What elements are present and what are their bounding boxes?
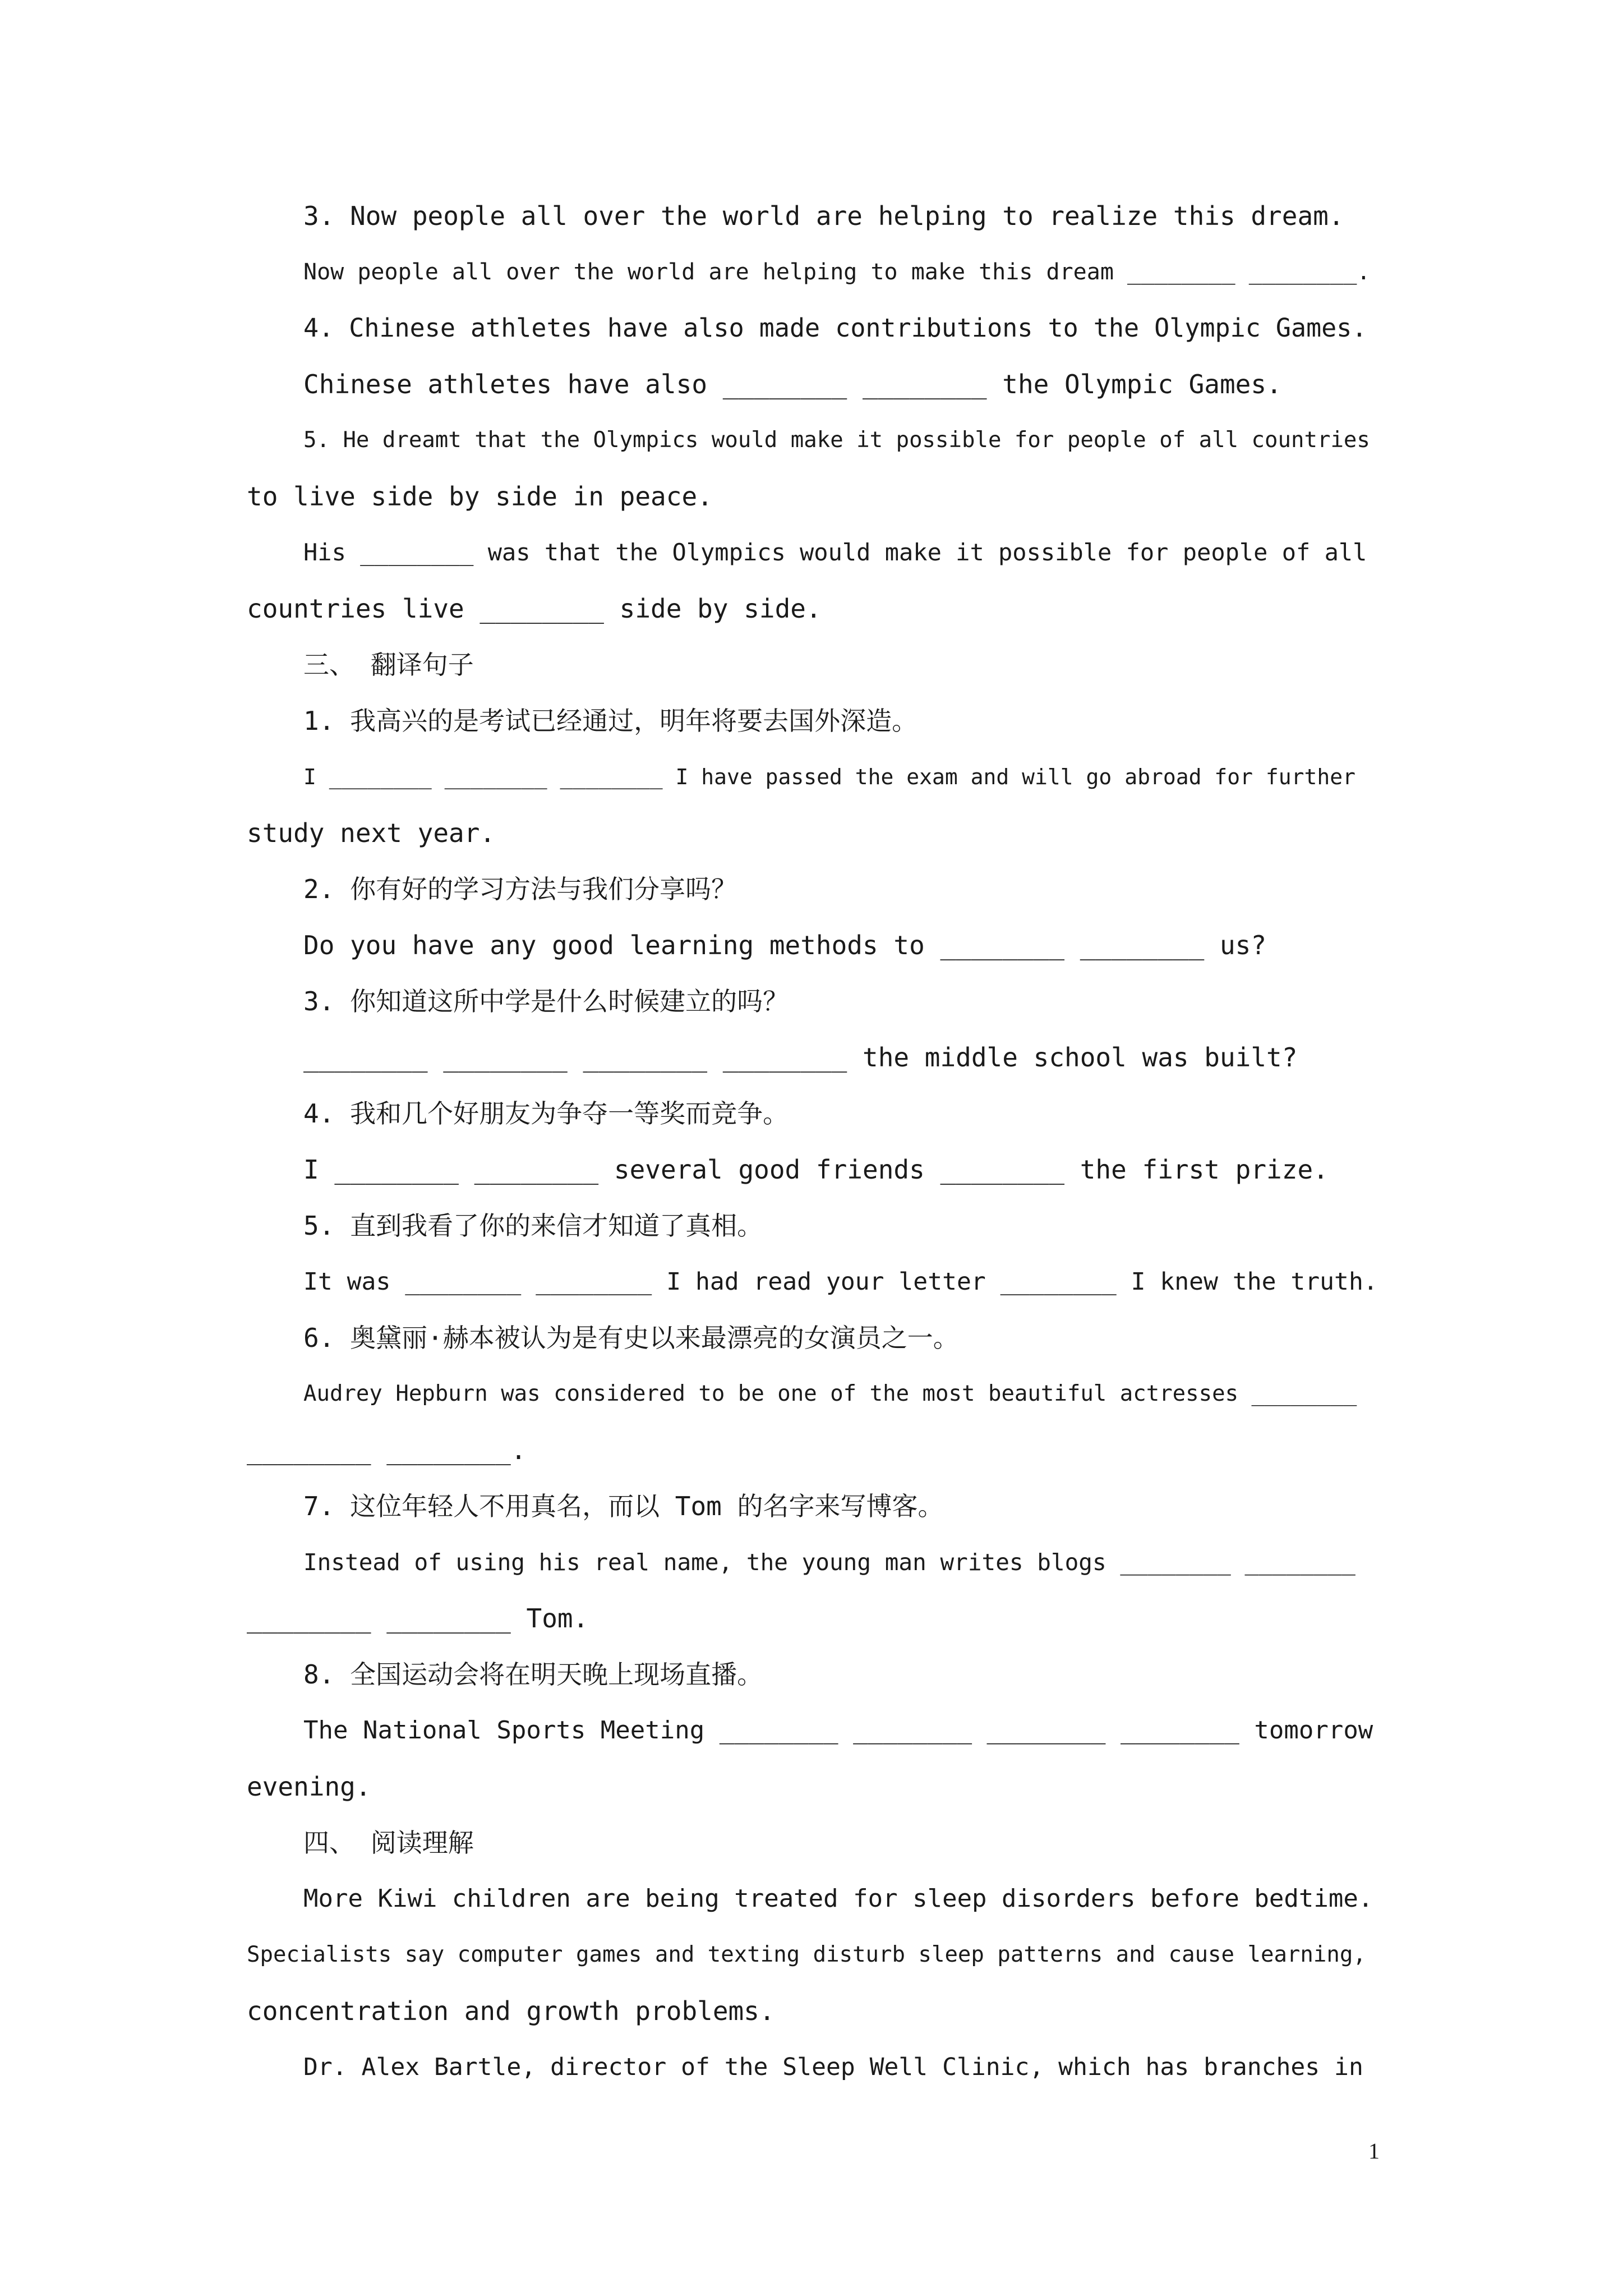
section3-heading: 三、 翻译句子 xyxy=(303,650,474,680)
translate-q8-english-line1: The National Sports Meeting ________ ________ ________ ________ tomorrow xyxy=(303,1716,1373,1745)
translate-q4-english: I ________ ________ several good friends ________ the first prize. xyxy=(303,1154,1329,1185)
translate-q6-chinese: 6. 奥黛丽·赫本被认为是有史以来最漂亮的女演员之一。 xyxy=(303,1323,959,1353)
translate-q5-chinese: 5. 直到我看了你的来信才知道了真相。 xyxy=(303,1211,763,1241)
q3-rewrite-sentence: Now people all over the world are helping to make this dream ________ ________. xyxy=(303,259,1371,285)
translate-q4-chinese: 4. 我和几个好朋友为争夺一等奖而竞争。 xyxy=(303,1098,789,1129)
section4-heading: 四、 阅读理解 xyxy=(303,1828,474,1858)
reading-para2-line1: Dr. Alex Bartle, director of the Sleep Well Clinic, which has branches in xyxy=(303,2053,1363,2081)
translate-q6-english-line2: ________ ________. xyxy=(247,1435,527,1465)
translate-q5-english: It was ________ ________ I had read your letter ________ I knew the truth. xyxy=(303,1268,1378,1296)
translate-q8-chinese: 8. 全国运动会将在明天晚上现场直播。 xyxy=(303,1659,763,1690)
translate-q1-english-line1: I ________ ________ ________ I have passed the exam and will go abroad for further xyxy=(303,765,1355,789)
translate-q2-english: Do you have any good learning methods to ________ ________ us? xyxy=(303,930,1267,960)
translate-q1-chinese: 1. 我高兴的是考试已经通过，明年将要去国外深造。 xyxy=(303,706,918,736)
q5-rewrite-line1: His ________ was that the Olympics would make it possible for people of all xyxy=(303,539,1367,566)
reading-para1-line3: concentration and growth problems. xyxy=(247,1996,775,2026)
reading-para1-line1: More Kiwi children are being treated for sleep disorders before bedtime. xyxy=(303,1884,1373,1913)
translate-q7-english-line1: Instead of using his real name, the young man writes blogs ________ ________ xyxy=(303,1549,1355,1576)
page-number: 1 xyxy=(1368,2138,1380,2164)
q5-original-line2: to live side by side in peace. xyxy=(247,481,713,512)
q3-original-sentence: 3. Now people all over the world are helping to realize this dream. xyxy=(303,201,1344,231)
translate-q7-chinese: 7. 这位年轻人不用真名，而以 Tom 的名字来写博客。 xyxy=(303,1491,944,1521)
translate-q3-english: ________ ________ ________ ________ the middle school was built? xyxy=(303,1042,1298,1073)
translate-q3-chinese: 3. 你知道这所中学是什么时候建立的吗？ xyxy=(303,986,789,1016)
reading-para1-line2: Specialists say computer games and texting disturb sleep patterns and cause learning, xyxy=(247,1942,1366,1967)
q5-original-line1: 5. He dreamt that the Olympics would make it possible for people of all countries xyxy=(303,427,1370,453)
q4-rewrite-sentence: Chinese athletes have also ________ ________ the Olympic Games. xyxy=(303,369,1282,399)
q4-original-sentence: 4. Chinese athletes have also made contributions to the Olympic Games. xyxy=(303,313,1367,343)
q5-rewrite-line2: countries live ________ side by side. xyxy=(247,593,822,624)
translate-q8-english-line2: evening. xyxy=(247,1772,371,1802)
translate-q1-english-line2: study next year. xyxy=(247,818,496,848)
translate-q2-chinese: 2. 你有好的学习方法与我们分享吗？ xyxy=(303,874,737,904)
translate-q7-english-line2: ________ ________ Tom. xyxy=(247,1603,589,1634)
translate-q6-english-line1: Audrey Hepburn was considered to be one of the most beautiful actresses ________ xyxy=(303,1381,1357,1406)
